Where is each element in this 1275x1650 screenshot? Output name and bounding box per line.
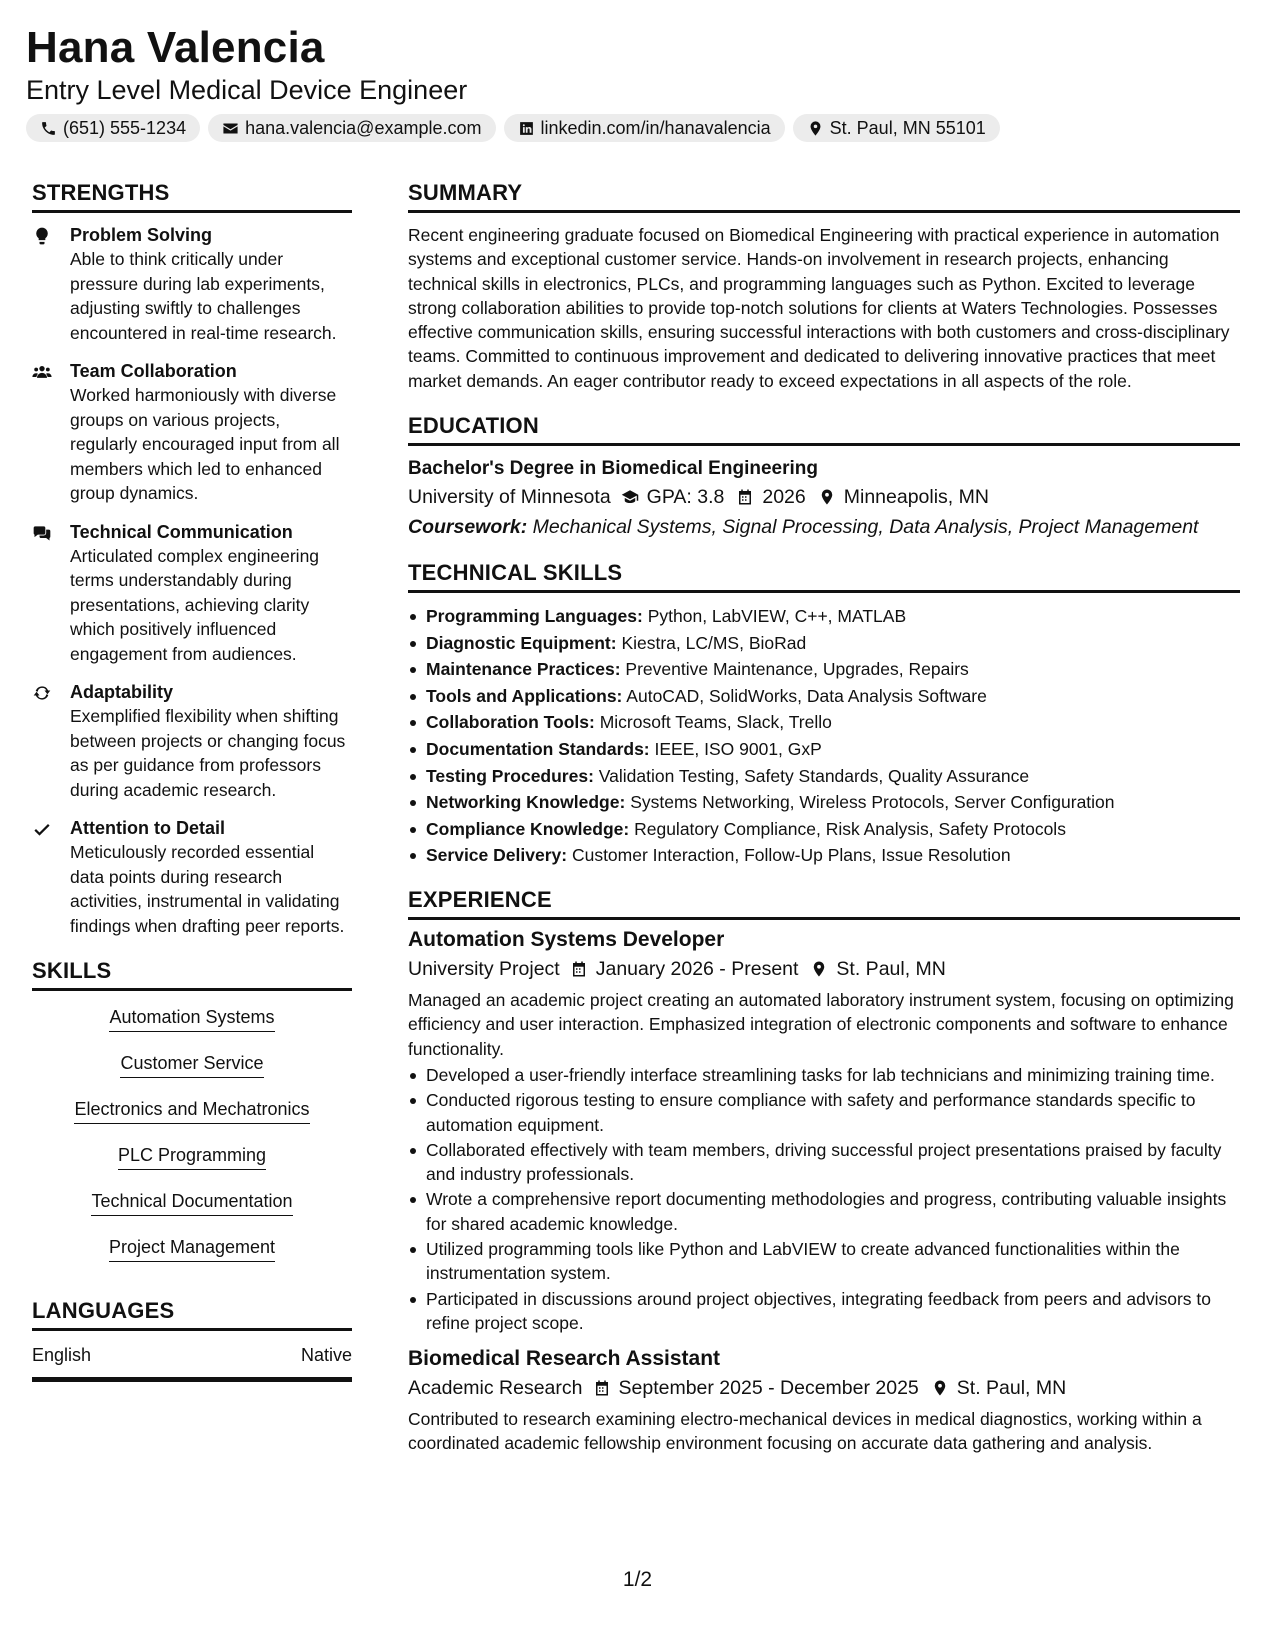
tech-skill-label: Diagnostic Equipment:: [426, 632, 617, 653]
list-item: [408, 789, 1240, 816]
tech-skill-label: Programming Languages:: [426, 606, 643, 627]
list-item: [408, 709, 1240, 736]
job-description: Managed an academic project creating an automated laboratory instrument system, focusing on optimizing efficiency and user interaction. Emphasized integration of electronic components and software to enhance functionality.: [408, 990, 1234, 1059]
strength-title: Adaptability: [70, 682, 174, 702]
skill-tag: Electronics and Mechatronics: [74, 1097, 309, 1124]
contact-location: [793, 114, 1000, 142]
tech-skill-label: Collaboration Tools:: [426, 712, 595, 733]
strength-title: Team Collaboration: [70, 361, 237, 381]
tech-skill-value: Kiestra, LC/MS, BioRad: [621, 632, 807, 653]
tech-skill-value: Microsoft Teams, Slack, Trello: [599, 712, 832, 733]
strength-title: Attention to Detail: [70, 818, 225, 838]
list-item: [408, 630, 1240, 657]
tech-skill-value: Python, LabVIEW, C++, MATLAB: [647, 606, 907, 627]
tech-skill-label: Networking Knowledge:: [426, 792, 626, 813]
skill-tag: PLC Programming: [118, 1143, 266, 1170]
contact-phone[interactable]: [26, 114, 200, 142]
education-coursework: [408, 512, 1240, 542]
skill-tag: Customer Service: [120, 1051, 263, 1078]
list-item: [408, 842, 1240, 869]
tech-skill-label: Maintenance Practices:: [426, 659, 621, 680]
tech-skill-value: Preventive Maintenance, Upgrades, Repairs: [625, 659, 969, 680]
list-item: [408, 656, 1240, 683]
job-dates: September 2025 - December 2025: [618, 1377, 919, 1400]
education-meta: [408, 482, 1240, 512]
language-name: English: [32, 1345, 92, 1365]
skill-tag: Technical Documentation: [91, 1189, 292, 1216]
left-column: [32, 178, 352, 1382]
contact-email-text: hana.valencia@example.com: [245, 117, 482, 138]
sync-icon: [32, 683, 52, 703]
coursework-label: Coursework:: [408, 516, 528, 539]
contact-linkedin[interactable]: [504, 114, 785, 142]
tech-skill-label: Documentation Standards:: [426, 739, 650, 760]
strengths-heading: STRENGTHS: [32, 178, 352, 213]
tech-skill-value: Regulatory Compliance, Risk Analysis, Safety Protocols: [634, 818, 1066, 839]
tech-skill-label: Testing Procedures:: [426, 765, 594, 786]
strength-desc: Worked harmoniously with diverse groups on various projects, regularly encouraged input from all members which led to enhanced group dynamics.: [70, 385, 340, 503]
users-icon: [32, 362, 52, 382]
contact-email[interactable]: [208, 114, 495, 142]
skills-heading: SKILLS: [32, 956, 352, 991]
linkedin-icon: [518, 120, 535, 137]
strength-item: [32, 816, 352, 938]
education-heading: EDUCATION: [408, 411, 1240, 446]
technical-skills-heading: TECHNICAL SKILLS: [408, 558, 1240, 593]
candidate-name: Hana Valencia: [26, 23, 325, 72]
calendar-icon: [736, 488, 754, 506]
job-meta: [408, 954, 1240, 984]
job-title: Biomedical Research Assistant: [408, 1347, 721, 1371]
strength-item: [32, 520, 352, 667]
envelope-icon: [222, 120, 239, 137]
contact-location-text: St. Paul, MN 55101: [829, 117, 986, 138]
skill-tag: Project Management: [109, 1235, 275, 1262]
coursework-text: Mechanical Systems, Signal Processing, Data Analysis, Project Management: [532, 516, 1199, 539]
job-description: Contributed to research examining electro-mechanical devices in medical diagnostics, working within a coordinated academic fellowship environment focusing on accurate data gathering and analysis.: [408, 1409, 1202, 1454]
summary-text: Recent engineering graduate focused on Biomedical Engineering with practical experience in automation systems and exceptional customer service. Hands-on involvement in research projects, enhancing technical skills in electronics, PLCs, and programming languages such as Python. Excited to leverage strong collaboration abilities to provide top-notch solutions for clients at Waters Technologies. Possesses effective communication skills, ensuring successful interactions with both customers and cross-disciplinary teams. Committed to continuous improvement and dedicated to delivering innovative practices that meet market demands. An eager contributor ready to exceed expectations in all aspects of the role.: [408, 225, 1230, 391]
right-column: [408, 178, 1240, 1456]
strength-item: [32, 359, 352, 506]
languages-heading: LANGUAGES: [32, 1296, 352, 1331]
strength-desc: Meticulously recorded essential data points during research activities, instrumental in validating findings when drafting peer reports.: [70, 842, 345, 936]
job-location: St. Paul, MN: [956, 1377, 1067, 1400]
education-year: 2026: [762, 486, 806, 509]
experience-heading: EXPERIENCE: [408, 885, 1240, 920]
list-item: [408, 736, 1240, 763]
strength-item: [32, 223, 352, 345]
list-item: Participated in discussions around project objectives, integrating feedback from peers and advisors to refine project scope.: [408, 1287, 1240, 1336]
strength-desc: Exemplified flexibility when shifting between projects or changing focus as per guidance from professors during academic research.: [70, 706, 346, 800]
phone-icon: [40, 120, 57, 137]
tech-skill-value: IEEE, ISO 9001, GxP: [654, 739, 822, 760]
strength-item: [32, 680, 352, 802]
list-item: Conducted rigorous testing to ensure compliance with safety and performance standards specific to automation equipment.: [408, 1088, 1240, 1137]
tech-skill-value: Validation Testing, Safety Standards, Quality Assurance: [598, 765, 1030, 786]
location-pin-icon: [931, 1379, 949, 1397]
strength-desc: Articulated complex engineering terms understandably during presentations, achieving clarity which positively influenced engagement from audiences.: [70, 545, 320, 664]
comments-icon: [32, 523, 52, 543]
education-school: University of Minnesota: [408, 486, 611, 509]
summary-heading: SUMMARY: [408, 178, 1240, 213]
list-item: Developed a user-friendly interface streamlining tasks for lab technicians and minimizing training time.: [408, 1063, 1240, 1087]
strength-title: Problem Solving: [70, 225, 213, 245]
calendar-icon: [593, 1379, 611, 1397]
skills-list: [32, 1005, 352, 1262]
tech-skill-label: Tools and Applications:: [426, 685, 623, 706]
location-pin-icon: [818, 488, 836, 506]
language-level: Native: [300, 1345, 352, 1365]
job-location: St. Paul, MN: [836, 958, 946, 981]
job-org: University Project: [408, 958, 560, 981]
location-pin-icon: [810, 960, 828, 978]
list-item: Collaborated effectively with team members, driving successful project presentations praised by faculty and industry professionals.: [408, 1138, 1240, 1187]
list-item: Utilized programming tools like Python and LabVIEW to create advanced functionalities within the instrumentation system.: [408, 1237, 1240, 1286]
list-item: [408, 816, 1240, 843]
skill-tag: Automation Systems: [109, 1005, 274, 1032]
list-item: Wrote a comprehensive report documenting methodologies and progress, contributing valuable insights for shared academic knowledge.: [408, 1187, 1240, 1236]
tech-skill-value: AutoCAD, SolidWorks, Data Analysis Software: [626, 685, 987, 706]
resume-header: [26, 22, 1246, 142]
job-meta: [408, 1373, 1240, 1403]
education-degree: Bachelor's Degree in Biomedical Engineering: [408, 458, 818, 480]
job-title: Automation Systems Developer: [408, 928, 725, 952]
list-item: [408, 603, 1240, 630]
strength-title: Technical Communication: [70, 521, 293, 542]
strength-desc: Able to think critically under pressure during lab experiments, adjusting swiftly to challenges encountered in real-time research.: [70, 249, 337, 343]
technical-skills-list: [408, 603, 1240, 869]
education-gpa: GPA: 3.8: [646, 486, 725, 509]
list-item: [408, 763, 1240, 790]
checkmark-icon: [32, 819, 52, 839]
page-number: 1/2: [622, 1568, 653, 1591]
job-dates: January 2026 - Present: [595, 958, 799, 981]
tech-skill-label: Compliance Knowledge:: [426, 818, 630, 839]
list-item: [408, 683, 1240, 710]
graduation-cap-icon: [621, 488, 639, 506]
calendar-icon: [570, 960, 588, 978]
lightbulb-icon: [32, 226, 52, 246]
candidate-role: Entry Level Medical Device Engineer: [26, 75, 468, 105]
contact-bar: [26, 114, 1246, 142]
job-bullets: [408, 1063, 1240, 1335]
tech-skill-value: Customer Interaction, Follow-Up Plans, Issue Resolution: [571, 845, 1011, 866]
job-org: Academic Research: [408, 1377, 583, 1400]
language-row: [32, 1331, 352, 1382]
location-pin-icon: [807, 120, 824, 137]
contact-phone-text: (651) 555-1234: [63, 117, 187, 138]
tech-skill-label: Service Delivery:: [426, 845, 568, 866]
education-location: Minneapolis, MN: [843, 486, 989, 509]
contact-linkedin-text: linkedin.com/in/hanavalencia: [540, 117, 771, 138]
tech-skill-value: Systems Networking, Wireless Protocols, Server Configuration: [630, 792, 1115, 813]
